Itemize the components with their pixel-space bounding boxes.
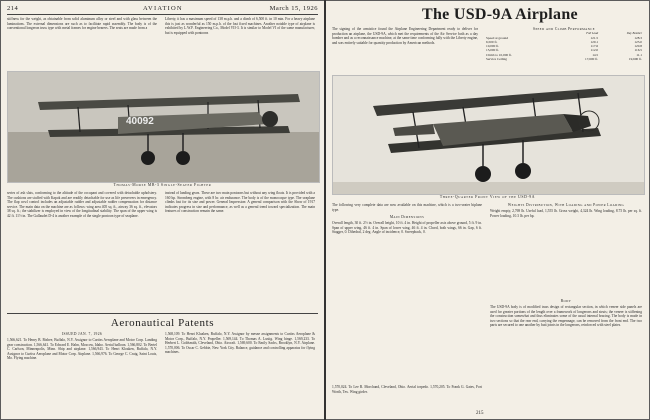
article-title: The USD-9A Airplane (422, 6, 578, 23)
usd9a-photo-caption: Three-Quarter Front View of the USD-9A (439, 195, 536, 199)
perf-cell: 14.5 (592, 52, 599, 57)
perf-cell: 116.5 (634, 48, 642, 53)
performance-table (486, 27, 642, 61)
patents-title: Aeronautical Patents (110, 317, 215, 329)
perf-cell: 128.3 (634, 35, 642, 40)
article-intro: The signing of the armistice found the Airplane Engineering Department ready to deliver for production an airplane, the USD-9A, which met the requirements of the Air Service both as a day bomber and as a reconnaissance machine, at the same time conforming fully with the Liberty engine, and was entirely suitable for quantity production by American methods. (332, 27, 478, 45)
perf-cell: 120.1 (590, 39, 599, 44)
patents-issued-line: ISSUED JAN. 7, 1926 (61, 332, 103, 336)
performance-heading: Speed and Climb Performance (533, 27, 595, 31)
patents-column-right: 1,568,109. To Henri Kloaken, Buffalo, N.Y. Assignor by mesne assignments to Curtiss Aeroplane & Motor Corp., Buffalo, N.Y. Propeller. 1,569,144. To Thomas A. Lustig. Wing hinge. 1,569,233. To Herbert L. Goldsmith, Cleveland, Ohio. Aircraft. 1,569,600. To Emily Sachs, Brooklyn, N.Y. Airplane. 1,570,006. To Oscar C. Gebbie, New York City. Balance, guidance and controlling apparatus for flying machines. (165, 332, 315, 355)
data-intro: The following very complete data are now available on this machine, which is a two-seater biplane type. (332, 203, 482, 212)
aircraft-serial-marking: 40092 (126, 116, 154, 127)
perf-cell: 17,600 ft. (585, 57, 599, 62)
weights-heading: Weights Distribution, With Loading and Power Loading (507, 203, 625, 207)
usd9a-photo (332, 75, 645, 195)
weights-text: Weight empty, 2,769 lb. Useful load, 1,555 lb. Gross weight, 4,324 lb. Wing loading, 8.75 lb. per sq. ft. Power loading, 10.3 lb. per hp. (490, 209, 642, 218)
perf-row (486, 57, 642, 61)
perf-cell: 123.0 (634, 39, 642, 44)
usd9a-biplane-illustration (333, 76, 644, 194)
perf-cell: 112.0 (590, 48, 599, 53)
main-dimensions-heading: Main Dimensions (389, 215, 425, 219)
main-dimensions-text: Overall length, 30 ft. 2½ in. Overall height, 10 ft. 4 in. Height of propeller axis above ground, 5 ft. 9 in. Span of upper wing, 46 ft. 4 in. Span of lower wing, 46 ft. 4 in. Chord, both wings, 66 in. Gap, 6 ft. Stagger, 0. Dihedral, 2 deg. Angle of incidence, 0. Sweepback, 0. (332, 221, 482, 235)
text-column-bottom-left: series of ash slats, conforming to the altitude of the occupant and covered with detachable upholstery. The cushions are stuffed with Kapok and are readily detachable for use as life preservers in emergency. The flap cowl control includes an adjustable rudder and adjustable rudder compensation for distance service. The main data on the machine are as follows: wing area 405 sq. ft., airway 36 sq. ft., elevators 38 sq. ft.; the stabilizer is employed in view of the longitudinal stability. The span of the upper wing is 42 ft. 11½ in. The Gallaudet D-4 is another example of the single pontoon type of seaplane. (7, 191, 157, 218)
text-column-top-right: Liberty, it has a maximum speed of 138 m.p.h. and a climb of 6,500 ft. in 10 min. For a heavy airplane this is just as wonderful as 150 m.p.h. of the fast fixed machines. Another notable type of airplane is exhibited by L.W.F. Engineering Co., Model VII-3. It is similar to Model VI of the same manufacturer, but is equipped with pontoons (165, 17, 315, 35)
perf-cell: 6,500 ft. (486, 39, 498, 44)
patents-column-left: 1,566,621. To Henry B. Bisbee, Buffalo, N.Y. Assignor to Curtiss Aeroplane and Motor Corp. Landing gear construction. 1,566,641. To Edward E. Hahn, Moscow, Idaho. Aerial balloon. 1,566,802. To Bertel C. Carlson, Minneapolis, Minn. Ship and airplane. 1,566,943. To Henri Kloaken, Buffalo, N.Y. Assignor to Curtiss Aeroplane and Motor Corp. Airplane. 1,566,976. To George C. Craig, Saint Louis, Mo. Flying machine. (7, 338, 157, 361)
journal-name: AVIATION (143, 5, 183, 12)
issue-date: March 15, 1926 (269, 5, 318, 12)
perf-cell: Speed at ground (486, 35, 509, 40)
text-column-top-left: stiffness for the weight, as obtainable from solid aluminum alloy or steel and with glass between the laminations. The external dimensions are such as to facilitate rapid assembly. The body is of the conventional longeron truss type with metal frames for engine bearers. The seats are made from a (7, 17, 157, 31)
fighter-photo (7, 71, 320, 183)
page-number-right: 215 (476, 411, 484, 416)
perf-cell: 11.1 (636, 52, 642, 57)
perf-cell: 10,000 ft. (486, 44, 500, 49)
right-page (326, 1, 649, 419)
patents-continued: 1,570,024. To Lee R. Morchand, Cleveland, Ohio. Aerial torpedo. 1,570,205. To Frank G. Gates, Fort Worth, Tex. Wing girder. (332, 385, 482, 394)
perf-cell: Service Ceiling (486, 57, 507, 62)
patents-rule (7, 313, 318, 314)
fighter-biplane-illustration (8, 72, 319, 182)
perf-col-header: Full Load (586, 31, 599, 36)
perf-cell: 15,000 ft. (486, 48, 500, 53)
perf-cell: 120.8 (634, 44, 642, 49)
perf-cell: 121.5 (590, 35, 599, 40)
perf-cell: Climb to 10,000 ft. (486, 52, 512, 57)
perf-cell: 19,600 ft. (628, 57, 642, 62)
perf-cell: 117.6 (590, 44, 599, 49)
body-heading: Body (560, 299, 572, 303)
left-page (1, 1, 324, 419)
page-number-left: 214 (7, 5, 19, 12)
body-text: The USD-9A body is of modified truss design of rectangular section, in which veneer side panels are used for greater portions of the length over a framework of longerons and struts; the veneer is stiffening the construction somewhat and thus eliminates some of the usual internal bracing. The body is made in two sections so that the rear end, carrying the empennage, can be removed from the front end. The two parts are secured to one another by butt joints in the longerons, reinforced with steel plates. (490, 305, 642, 328)
fighter-photo-caption: Thomas-Morse MB-3 Single-Seater Fighter (113, 183, 212, 187)
text-column-bottom-right: instead of landing gears. These are two main pontoons but without any wing floats. It is provided with a 160 hp. Stromberg engine, with 8 hr. air endurance. The body is of the monocoque type. The seaplane climbs fast for its size and power. General Impression: A general comparison with the Show of 1917 indicates progress in size and performance, as well as a general trend toward specialization. The main features of construction remain the same. (165, 191, 315, 214)
perf-col-header: Day Bomber (626, 31, 642, 36)
header-rule (7, 14, 318, 15)
